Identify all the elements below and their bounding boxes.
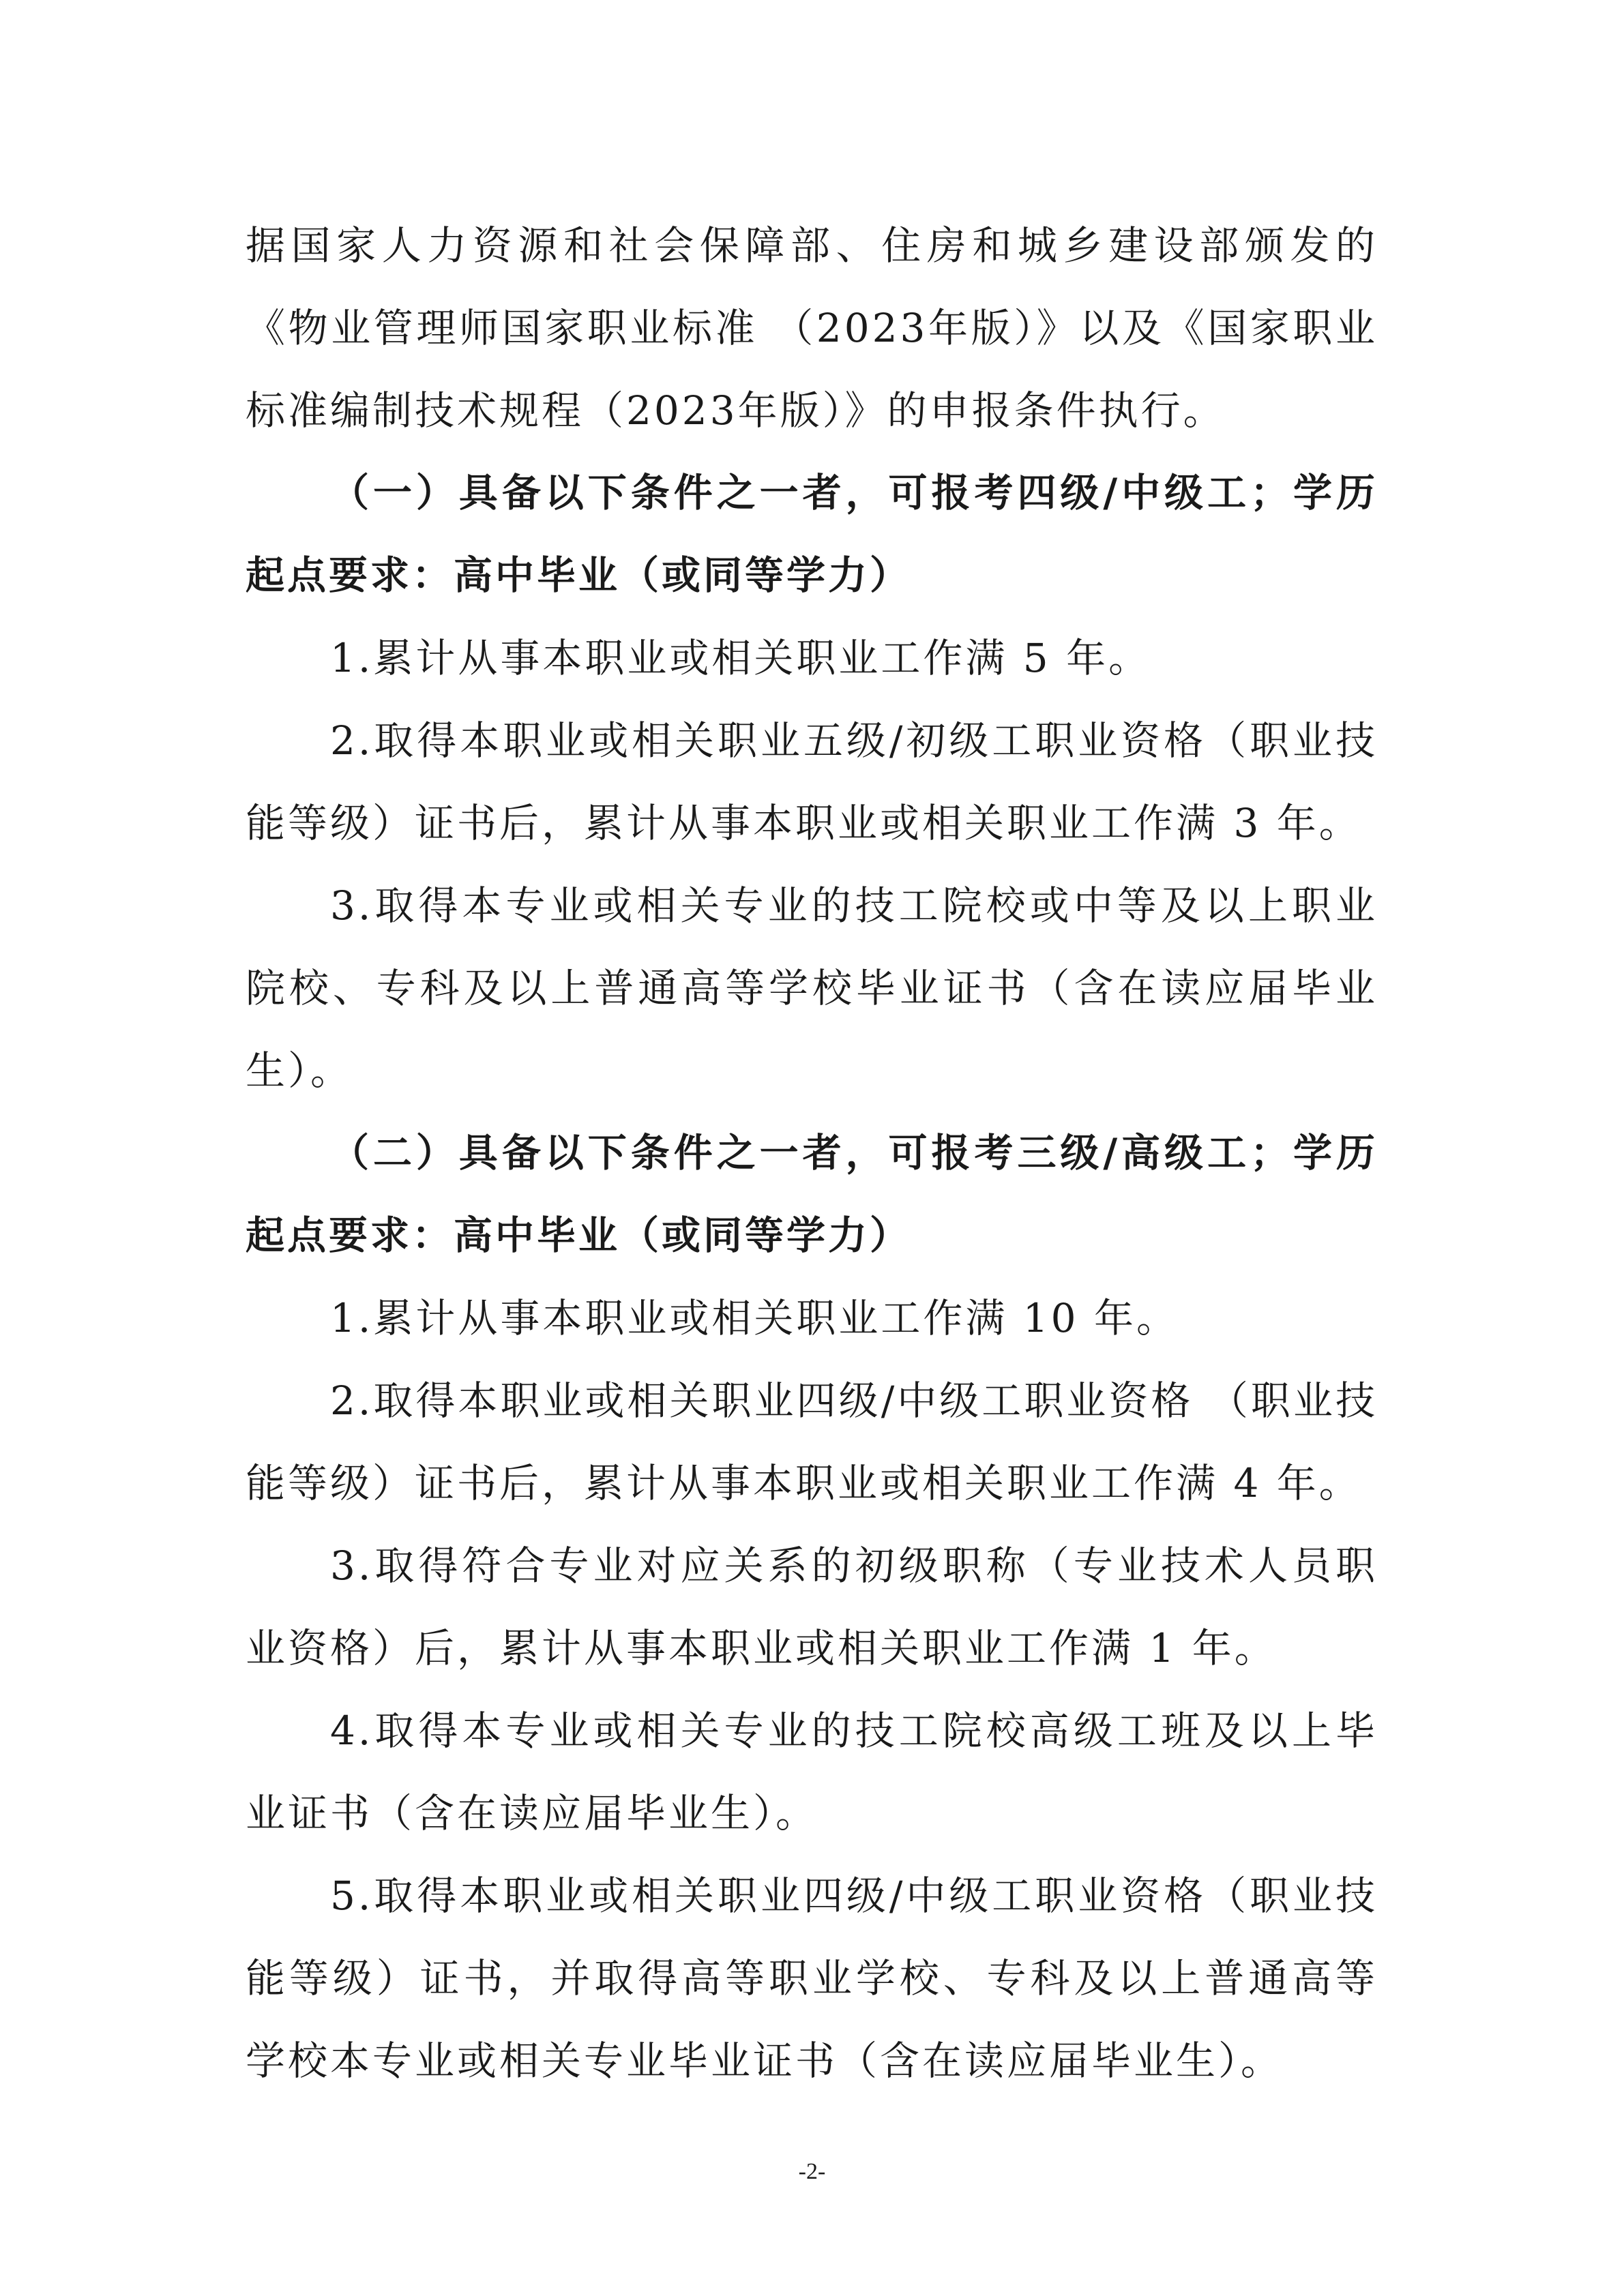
level-three-condition-2: 2.取得本职业或相关职业四级/中级工职业资格 （职业技能等级）证书后，累计从事本职业或相关职业工作满 4 年。	[246, 1377, 1378, 1506]
level-four-condition-3: 3.取得本专业或相关专业的技工院校或中等及以上职业院校、专科及以上普通高等学校毕业证书（含在读应届毕业生）。	[246, 882, 1378, 1094]
section-heading-level-three: （二）具备以下条件之一者，可报考三级/高级工；学历起点要求：高中毕业（或同等学力）	[246, 1131, 1378, 1258]
level-three-condition-1: 1.累计从事本职业或相关职业工作满 10 年。	[330, 1295, 1179, 1341]
intro-paragraph: 据国家人力资源和社会保障部、住房和城乡建设部颁发的《物业管理师国家职业标准 （2023年版）》以及《国家职业标准编制技术规程（2023年版）》的申报条件执行。	[246, 222, 1378, 434]
level-three-condition-3: 3.取得符合专业对应关系的初级职称（专业技术人员职业资格）后，累计从事本职业或相关职业工作满 1 年。	[246, 1542, 1378, 1671]
section-heading-level-four: （一）具备以下条件之一者，可报考四级/中级工；学历起点要求：高中毕业（或同等学力）	[246, 471, 1378, 598]
page-number: -2-	[798, 2159, 826, 2184]
level-four-condition-1: 1.累计从事本职业或相关职业工作满 5 年。	[330, 635, 1151, 681]
level-four-condition-2: 2.取得本职业或相关职业五级/初级工职业资格（职业技能等级）证书后，累计从事本职业或相关职业工作满 3 年。	[246, 717, 1378, 846]
document-page	[246, 205, 1378, 2182]
level-three-condition-4: 4.取得本专业或相关专业的技工院校高级工班及以上毕业证书（含在读应届毕业生）。	[246, 1708, 1378, 1836]
level-three-condition-5: 5.取得本职业或相关职业四级/中级工职业资格（职业技能等级）证书，并取得高等职业学校、专科及以上普通高等学校本专业或相关专业毕业证书（含在读应届毕业生）。	[246, 1873, 1378, 2084]
